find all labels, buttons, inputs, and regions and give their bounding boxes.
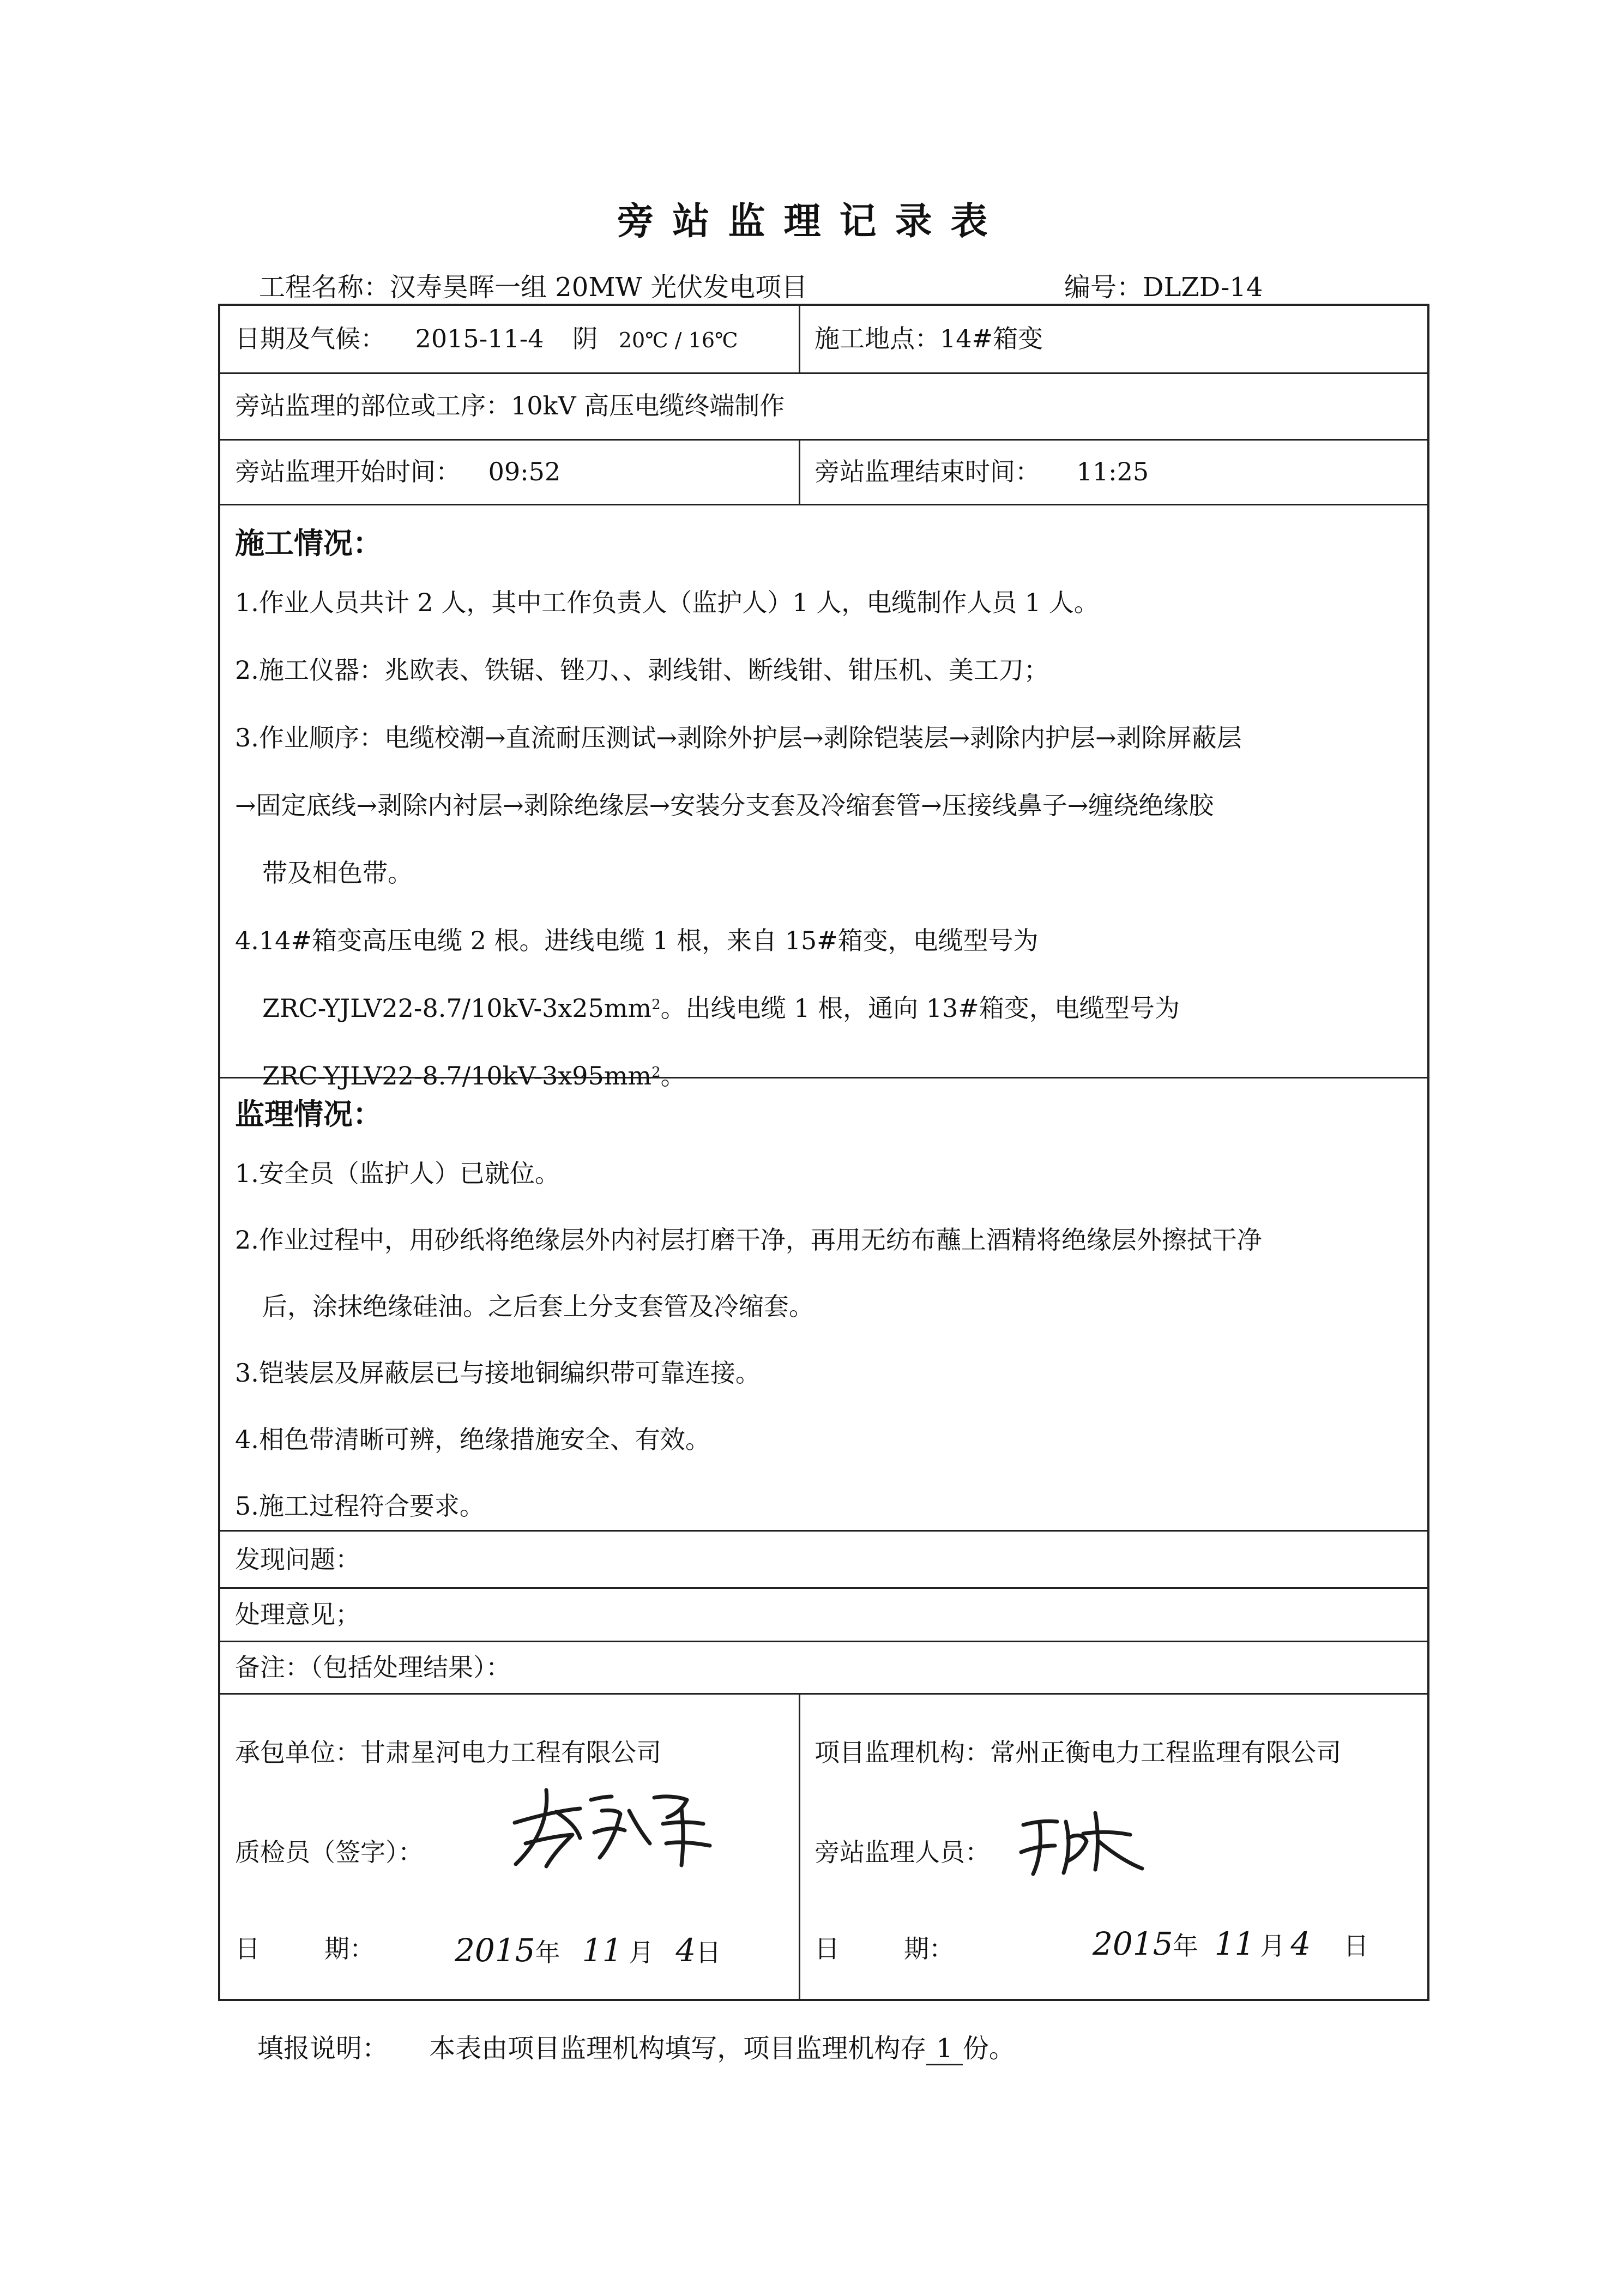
project-name: 工程名称：汉寿昊晖一组 20MW 光伏发电项目 [259,272,808,303]
date-weather-cell [235,326,738,351]
copies-count: 1 [926,2033,963,2065]
contractor-date-day: 4 [675,1932,696,1969]
date-weather-label: 日期及气候： [235,324,385,353]
date-label-b: 期： [904,1934,954,1963]
construction-list [235,569,1413,1110]
supervision-item-5: 5.施工过程符合要求。 [235,1491,485,1521]
row-divider [220,1587,1427,1589]
date-label-a: 日 [814,1934,840,1963]
column-divider [799,439,800,504]
supervision-item-2: 2.作业过程中，用砂纸将绝缘层外内衬层打磨干净，再用无纺布蘸上酒精将绝缘层外擦拭干净 [235,1225,1262,1255]
supervision-org: 项目监理机构：常州正衡电力工程监理有限公司 [814,1738,1341,1767]
construction-item-3-cont: 带及相色带。 [262,858,413,888]
supervision-heading: 监理情况： [235,1097,382,1131]
cable-out-text: 。出线电缆 1 根，通向 13#箱变，电缆型号为 [660,993,1180,1023]
superscript-2: 2 [651,997,661,1013]
document-number: 编号：DLZD-14 [1064,272,1263,303]
supervision-record-table [218,304,1429,2001]
column-divider [799,1693,800,2001]
fill-instructions-suffix: 份。 [962,2033,1015,2064]
row-divider [220,372,1427,374]
cable-model-out: ZRC-YJLV22-8.7/10kV-3x95mm [262,1061,652,1090]
record-date: 2015-11-4 [415,324,544,353]
supervisor-person-label: 旁站监理人员： [814,1837,990,1867]
supervision-item-3: 3.铠装层及屏蔽层已与接地铜编织带可靠连接。 [235,1358,761,1388]
supervision-item-2-cont: 后，涂抹绝缘硅油。之后套上分支套管及冷缩套。 [262,1292,814,1321]
construction-heading: 施工情况： [235,526,382,561]
end-time-cell [814,459,1149,484]
end-time-value: 11:25 [1076,457,1149,486]
opinion-label: 处理意见； [235,1600,360,1629]
row-divider [220,1693,1427,1695]
contractor-date-year: 2015 [455,1932,535,1969]
supervision-item-1: 1.安全员（监护人）已就位。 [235,1159,560,1188]
row-divider [220,504,1427,505]
fill-instructions-text: 本表由项目监理机构填写，项目监理机构存 [429,2033,927,2064]
inspector-signature [504,1778,722,1871]
day-suffix: 日 [696,1938,721,1967]
start-time-value: 09:52 [488,457,561,486]
location-label: 施工地点： [814,324,940,353]
month-suffix: 月 [629,1938,654,1967]
row-divider [220,1641,1427,1642]
process-cell [235,393,785,418]
year-suffix: 年 [1173,1931,1198,1961]
contractor-date-month: 11 [582,1932,623,1969]
contractor-date [455,1932,721,1969]
remarks-label: 备注：（包括处理结果）： [235,1653,511,1682]
supervisor-date-day: 4 [1290,1925,1311,1962]
cable-end-mark: 。 [660,1061,686,1090]
start-time-cell [235,459,560,484]
construction-item-4-cont [235,1042,1413,1110]
day-suffix: 日 [1343,1931,1369,1961]
construction-item-2: 2.施工仪器：兆欧表、铁锯、锉刀、、剥线钳、断线钳、钳压机、美工刀； [235,655,1049,685]
construction-item-4: 4.14#箱变高压电缆 2 根。进线电缆 1 根，来自 15#箱变，电缆型号为 [235,926,1039,955]
temperature: 20℃ / 16℃ [618,328,738,352]
date-label-b: 期： [324,1934,375,1963]
location-cell [814,326,1043,351]
supervisor-date-year: 2015 [1093,1925,1173,1962]
cable-model-in: ZRC-YJLV22-8.7/10kV-3x25mm [262,993,652,1023]
fill-instructions-label: 填报说明： [257,2033,389,2064]
construction-item-1: 1.作业人员共计 2 人，其中工作负责人（监护人）1 人，电缆制作人员 1 人。 [235,588,1099,617]
start-time-label: 旁站监理开始时间： [235,457,461,486]
process-value: 10kV 高压电缆终端制作 [511,391,785,420]
supervision-item-4: 4.相色带清晰可辨，绝缘措施安全、有效。 [235,1425,710,1454]
page-title: 旁站监理记录表 [617,200,1006,243]
supervisor-signature [1013,1800,1155,1882]
location-value: 14#箱变 [940,324,1043,353]
date-label-a: 日 [235,1934,260,1963]
supervision-list [235,1140,1413,1539]
construction-item-3-cont: →固定底线→剥除内衬层→剥除绝缘层→安装分支套及冷缩套管→压接线鼻子→缠绕绝缘胶 [235,791,1214,820]
weather: 阴 [572,324,598,353]
superscript-2: 2 [651,1064,661,1081]
fill-instructions [257,2027,1015,2065]
construction-item-3: 3.作业顺序：电缆校潮→直流耐压测试→剥除外护层→剥除铠装层→剥除内护层→剥除屏蔽层 [235,723,1242,752]
supervisor-date-month: 11 [1214,1925,1255,1962]
year-suffix: 年 [535,1938,560,1967]
contractor-date-row [235,1936,375,1961]
contractor-unit: 承包单位：甘肃星河电力工程有限公司 [235,1738,661,1767]
issues-label: 发现问题： [235,1545,360,1574]
end-time-label: 旁站监理结束时间： [814,457,1040,486]
process-label: 旁站监理的部位或工序： [235,391,511,420]
inspector-label: 质检员（签字）： [235,1837,423,1867]
month-suffix: 月 [1260,1931,1286,1961]
construction-item-4-cont [235,974,1413,1042]
column-divider [799,306,800,372]
supervisor-date-row [814,1936,954,1961]
row-divider [220,439,1427,441]
supervisor-date [1093,1925,1368,1962]
